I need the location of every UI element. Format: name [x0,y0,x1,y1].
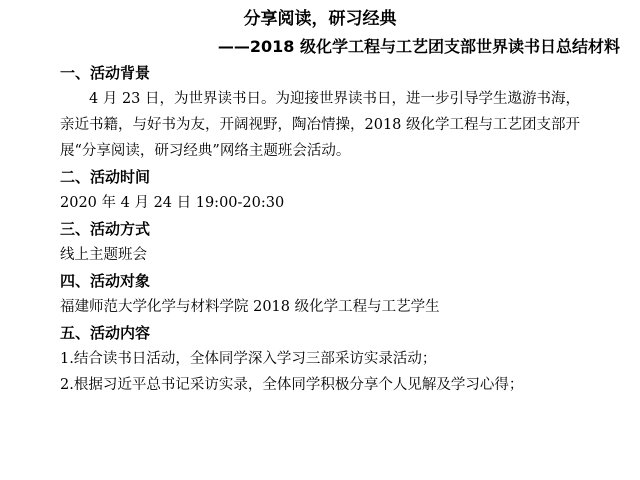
section-heading: 一、活动背景 [60,64,151,82]
section-heading: 三、活动方式 [60,220,151,238]
section-audience [60,268,580,320]
section-time [60,164,580,216]
section-body: 4 月 23 日，为世界读书日。为迎接世界读书日，进一步引导学生遨游书海，亲近书籍，与好书为友，开阔视野，陶冶情操，2018 级化学工程与工艺团支部开展“分享阅读，研习经典”网络主题班会活动。 [60,91,581,159]
list-item: 2.根据习近平总书记采访实录，全体同学积极分享个人见解及学习心得； [60,377,524,393]
section-body: 福建师范大学化学与材料学院 2018 级化学工程与工艺学生 [60,299,440,315]
section-content [60,320,580,398]
document-subtitle: ——2018 级化学工程与工艺团支部世界读书日总结材料 [217,37,620,56]
section-heading: 二、活动时间 [60,168,151,186]
section-heading: 四、活动对象 [60,272,151,290]
section-heading: 五、活动内容 [60,324,151,342]
document-title: 分享阅读，研习经典 [243,9,397,29]
section-method [60,216,580,268]
section-body: 线上主题班会 [60,247,147,263]
section-background [60,60,580,164]
section-body: 2020 年 4 月 24 日 19:00-20:30 [60,195,285,211]
list-item: 1.结合读书日活动，全体同学深入学习三部采访实录活动； [60,351,437,367]
